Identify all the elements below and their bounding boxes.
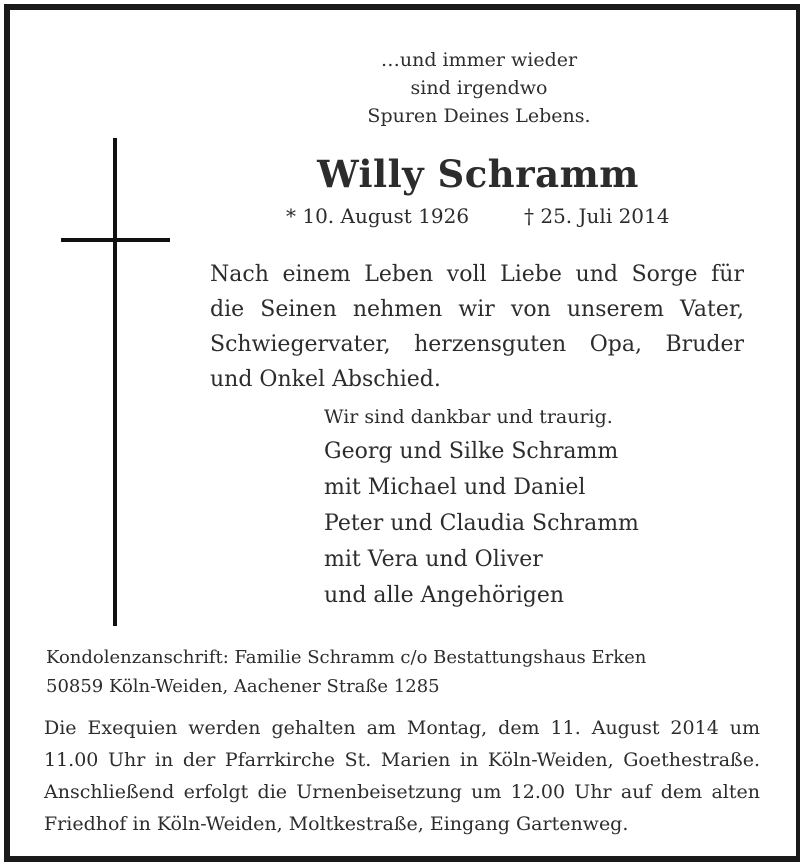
service-details <box>44 712 760 840</box>
service-line: 11.00 Uhr in der Pfarrkirche St. Marien in Köln-Weiden, Goethestraße. <box>44 749 760 771</box>
quote-line: sind irgendwo <box>410 77 548 99</box>
condolence-address <box>46 643 646 701</box>
death-date: † 25. Juli 2014 <box>524 204 670 228</box>
condolence-line: 50859 Köln-Weiden, Aachener Straße 1285 <box>46 676 440 697</box>
cross-icon <box>113 138 117 626</box>
quote-line: Spuren Deines Lebens. <box>367 105 591 127</box>
cross-icon-bar <box>61 238 170 242</box>
service-line: Friedhof in Köln-Weiden, Moltkestraße, Eingang Gartenweg. <box>44 813 629 835</box>
mourner-line: mit Michael und Daniel <box>324 475 586 500</box>
mourner-line: Peter und Claudia Schramm <box>324 511 639 536</box>
opening-quote <box>300 46 658 130</box>
quote-line: …und immer wieder <box>380 49 578 71</box>
tribute-line: Nach einem Leben voll Liebe und Sorge für <box>210 262 744 287</box>
service-line: Die Exequien werden gehalten am Montag, dem 11. August 2014 um <box>44 717 760 739</box>
thanks-line: Wir sind dankbar und traurig. <box>324 406 613 428</box>
condolence-line: Kondolenzanschrift: Familie Schramm c/o Bestattungshaus Erken <box>46 647 647 668</box>
mourners-list <box>324 400 639 614</box>
mourner-line: und alle Angehörigen <box>324 583 565 608</box>
service-line: Anschließend erfolgt die Urnenbeisetzung um 12.00 Uhr auf dem alten <box>44 781 760 803</box>
tribute-line: Schwiegervater, herzensguten Opa, Bruder <box>210 332 744 357</box>
tribute-line: die Seinen nehmen wir von unserem Vater, <box>210 297 744 322</box>
deceased-name: Willy Schramm <box>317 152 639 196</box>
mourner-line: mit Vera und Oliver <box>324 547 543 572</box>
tribute-text <box>210 257 744 397</box>
birth-date: * 10. August 1926 <box>286 204 470 228</box>
mourner-line: Georg und Silke Schramm <box>324 439 619 464</box>
tribute-line: und Onkel Abschied. <box>210 367 441 392</box>
